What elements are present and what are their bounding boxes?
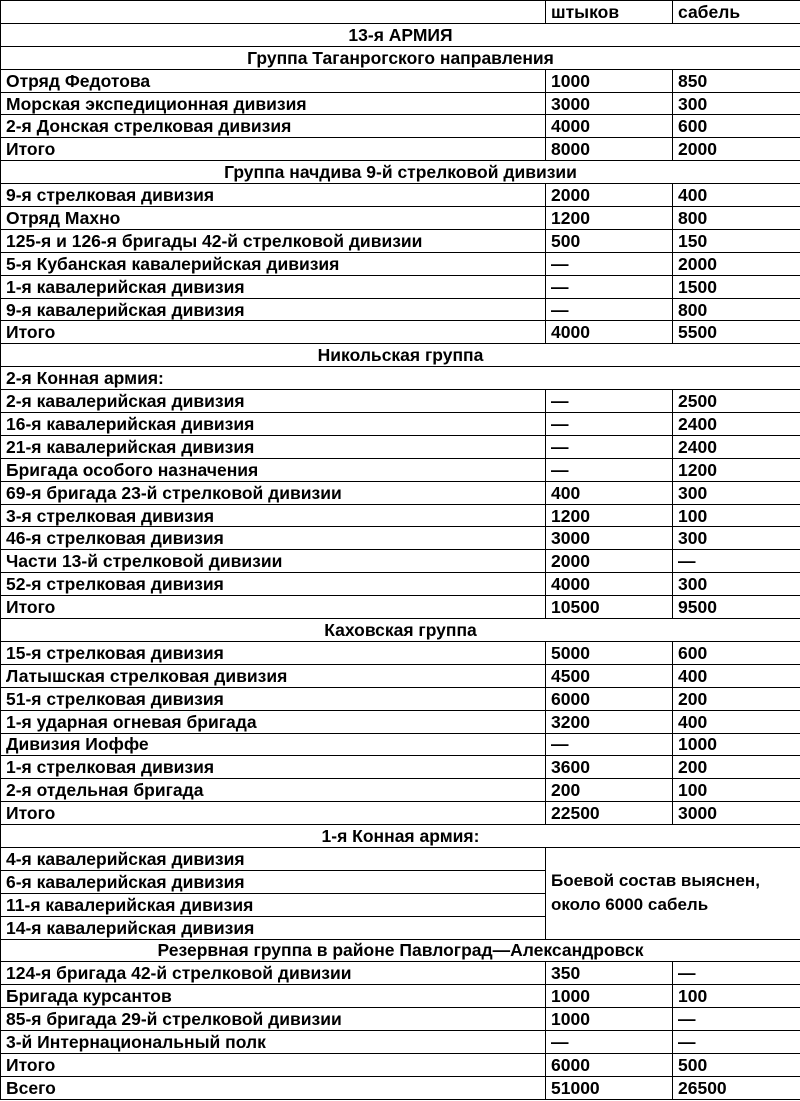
table-row: [1, 1053, 800, 1076]
unit-name-cell: Дивизия Иоффе: [1, 733, 546, 756]
sabres-cell: 2000: [673, 138, 800, 161]
table-row: [1, 985, 800, 1008]
table-row: [1, 573, 800, 596]
sabres-cell: 200: [673, 756, 800, 779]
bayonets-cell: 500: [546, 229, 673, 252]
bayonets-cell: —: [546, 298, 673, 321]
unit-name-cell: 3-й Интернациональный полк: [1, 1031, 546, 1054]
table-row: [1, 481, 800, 504]
sabres-cell: 400: [673, 710, 800, 733]
unit-name-cell: Итого: [1, 138, 546, 161]
bayonets-cell: 3600: [546, 756, 673, 779]
bayonets-cell: 51000: [546, 1076, 673, 1099]
sabres-cell: 2500: [673, 390, 800, 413]
table-row: [1, 1031, 800, 1054]
table-row: [1, 756, 800, 779]
bayonets-cell: 2000: [546, 184, 673, 207]
bayonets-cell: 4000: [546, 573, 673, 596]
sabres-cell: 300: [673, 92, 800, 115]
bayonets-cell: 4000: [546, 321, 673, 344]
unit-name-cell: 5-я Кубанская кавалерийская дивизия: [1, 252, 546, 275]
unit-name-cell: Части 13-й стрелковой дивизии: [1, 550, 546, 573]
table-row: [1, 207, 800, 230]
bayonets-cell: 4000: [546, 115, 673, 138]
unit-name-cell: 14-я кавалерийская дивизия: [1, 916, 546, 939]
table-row: [1, 641, 800, 664]
bayonets-cell: 3200: [546, 710, 673, 733]
unit-name-cell: 1-я ударная огневая бригада: [1, 710, 546, 733]
group-title-row: [1, 344, 800, 367]
unit-name-cell: Отряд Махно: [1, 207, 546, 230]
table-row: [1, 69, 800, 92]
bayonets-cell: —: [546, 252, 673, 275]
sabres-cell: 150: [673, 229, 800, 252]
unit-name-cell: Морская экспедиционная дивизия: [1, 92, 546, 115]
unit-name-cell: 1-я стрелковая дивизия: [1, 756, 546, 779]
sabres-cell: 300: [673, 481, 800, 504]
bayonets-cell: 2000: [546, 550, 673, 573]
table-row: [1, 458, 800, 481]
bayonets-cell: —: [546, 275, 673, 298]
bayonets-cell: 10500: [546, 596, 673, 619]
group-title: Группа начдива 9-й стрелковой дивизии: [1, 161, 800, 184]
reserve-title: Резервная группа в районе Павлоград—Александровск: [1, 939, 800, 962]
bayonets-cell: 1000: [546, 1008, 673, 1031]
sabres-cell: 600: [673, 115, 800, 138]
table-row: [1, 687, 800, 710]
table-row: [1, 1076, 800, 1099]
unit-name-cell: 21-я кавалерийская дивизия: [1, 435, 546, 458]
unit-name-cell: 69-я бригада 23-й стрелковой дивизии: [1, 481, 546, 504]
unit-name-cell: 11-я кавалерийская дивизия: [1, 893, 546, 916]
table-row: [1, 413, 800, 436]
unit-name-cell: 1-я кавалерийская дивизия: [1, 275, 546, 298]
sabres-cell: 200: [673, 687, 800, 710]
sabres-cell: —: [673, 1008, 800, 1031]
sabres-cell: —: [673, 1031, 800, 1054]
sabres-cell: 26500: [673, 1076, 800, 1099]
army-title-row: [1, 23, 800, 46]
sabres-cell: 100: [673, 504, 800, 527]
sabres-cell: 2000: [673, 252, 800, 275]
table-row: [1, 298, 800, 321]
sabres-cell: 300: [673, 527, 800, 550]
bayonets-cell: —: [546, 390, 673, 413]
table-row: [1, 115, 800, 138]
army-title: 13-я АРМИЯ: [1, 23, 800, 46]
sabres-cell: 800: [673, 207, 800, 230]
table-row: [1, 275, 800, 298]
table-row: [1, 1008, 800, 1031]
sabres-cell: 5500: [673, 321, 800, 344]
sabres-cell: 100: [673, 779, 800, 802]
konnaya-title-row: [1, 825, 800, 848]
sabres-cell: 1000: [673, 733, 800, 756]
table-row: [1, 550, 800, 573]
header-cell-sabres: сабель: [673, 1, 800, 24]
sabres-cell: 3000: [673, 802, 800, 825]
bayonets-cell: 6000: [546, 687, 673, 710]
unit-name-cell: Бригада курсантов: [1, 985, 546, 1008]
sabres-cell: —: [673, 962, 800, 985]
table-row: [1, 847, 800, 870]
bayonets-cell: 22500: [546, 802, 673, 825]
bayonets-cell: 1000: [546, 985, 673, 1008]
group-title: Группа Таганрогского направления: [1, 46, 800, 69]
bayonets-cell: 3000: [546, 92, 673, 115]
group-title-row: [1, 619, 800, 642]
sabres-cell: 800: [673, 298, 800, 321]
sabres-cell: 850: [673, 69, 800, 92]
konnaya-title: 1-я Конная армия:: [1, 825, 800, 848]
table-row: [1, 710, 800, 733]
unit-name-cell: Бригада особого назначения: [1, 458, 546, 481]
unit-name-cell: Латышская стрелковая дивизия: [1, 664, 546, 687]
unit-name-cell: 124-я бригада 42-й стрелковой дивизии: [1, 962, 546, 985]
header-cell-name: [1, 1, 546, 24]
sabres-cell: 400: [673, 664, 800, 687]
table-row: [1, 252, 800, 275]
bayonets-cell: 1200: [546, 504, 673, 527]
table-row: [1, 733, 800, 756]
unit-name-cell: 2-я кавалерийская дивизия: [1, 390, 546, 413]
unit-name-cell: Отряд Федотова: [1, 69, 546, 92]
bayonets-cell: 3000: [546, 527, 673, 550]
group-title-row: [1, 161, 800, 184]
unit-name-cell: Итого: [1, 596, 546, 619]
table-row: [1, 596, 800, 619]
unit-name-cell: 51-я стрелковая дивизия: [1, 687, 546, 710]
unit-name-cell: 52-я стрелковая дивизия: [1, 573, 546, 596]
unit-name-cell: 15-я стрелковая дивизия: [1, 641, 546, 664]
unit-name-cell: 3-я стрелковая дивизия: [1, 504, 546, 527]
table-row: [1, 962, 800, 985]
unit-name-cell: Всего: [1, 1076, 546, 1099]
sabres-cell: 300: [673, 573, 800, 596]
unit-name-cell: 2-я отдельная бригада: [1, 779, 546, 802]
unit-name-cell: 4-я кавалерийская дивизия: [1, 847, 546, 870]
bayonets-cell: —: [546, 435, 673, 458]
bayonets-cell: 8000: [546, 138, 673, 161]
group-subtitle-row: [1, 367, 800, 390]
table-row: [1, 229, 800, 252]
table-row: [1, 138, 800, 161]
sabres-cell: 9500: [673, 596, 800, 619]
table-row: [1, 527, 800, 550]
sabres-cell: 1200: [673, 458, 800, 481]
bayonets-cell: —: [546, 1031, 673, 1054]
unit-name-cell: 2-я Донская стрелковая дивизия: [1, 115, 546, 138]
table-row: [1, 802, 800, 825]
table-row: [1, 504, 800, 527]
table-row: [1, 664, 800, 687]
bayonets-cell: —: [546, 458, 673, 481]
sabres-cell: 100: [673, 985, 800, 1008]
strength-note: Боевой состав выяснен, около 6000 сабель: [546, 847, 800, 939]
unit-name-cell: Итого: [1, 802, 546, 825]
bayonets-cell: 6000: [546, 1053, 673, 1076]
table-row: [1, 92, 800, 115]
unit-name-cell: 9-я кавалерийская дивизия: [1, 298, 546, 321]
unit-name-cell: 46-я стрелковая дивизия: [1, 527, 546, 550]
table-row: [1, 390, 800, 413]
bayonets-cell: —: [546, 733, 673, 756]
sabres-cell: 400: [673, 184, 800, 207]
sabres-cell: 1500: [673, 275, 800, 298]
bayonets-cell: 350: [546, 962, 673, 985]
sabres-cell: —: [673, 550, 800, 573]
table-row: [1, 435, 800, 458]
bayonets-cell: 1200: [546, 207, 673, 230]
table-row: [1, 321, 800, 344]
group-title-row: [1, 46, 800, 69]
unit-name-cell: Итого: [1, 1053, 546, 1076]
bayonets-cell: 200: [546, 779, 673, 802]
bayonets-cell: 4500: [546, 664, 673, 687]
table-row: [1, 779, 800, 802]
group-title: Никольская группа: [1, 344, 800, 367]
unit-name-cell: 16-я кавалерийская дивизия: [1, 413, 546, 436]
unit-name-cell: 85-я бригада 29-й стрелковой дивизии: [1, 1008, 546, 1031]
table-row: [1, 184, 800, 207]
sabres-cell: 2400: [673, 413, 800, 436]
unit-name-cell: 9-я стрелковая дивизия: [1, 184, 546, 207]
bayonets-cell: 1000: [546, 69, 673, 92]
header-cell-bayonets: штыков: [546, 1, 673, 24]
bayonets-cell: —: [546, 413, 673, 436]
reserve-title-row: [1, 939, 800, 962]
unit-name-cell: Итого: [1, 321, 546, 344]
header-row: [1, 1, 800, 24]
unit-name-cell: 125-я и 126-я бригады 42-й стрелковой дивизии: [1, 229, 546, 252]
sabres-cell: 2400: [673, 435, 800, 458]
group-title: Каховская группа: [1, 619, 800, 642]
forces-table-body: [1, 1, 800, 1100]
group-subtitle: 2-я Конная армия:: [1, 367, 800, 390]
sabres-cell: 600: [673, 641, 800, 664]
sabres-cell: 500: [673, 1053, 800, 1076]
bayonets-cell: 5000: [546, 641, 673, 664]
bayonets-cell: 400: [546, 481, 673, 504]
unit-name-cell: 6-я кавалерийская дивизия: [1, 870, 546, 893]
